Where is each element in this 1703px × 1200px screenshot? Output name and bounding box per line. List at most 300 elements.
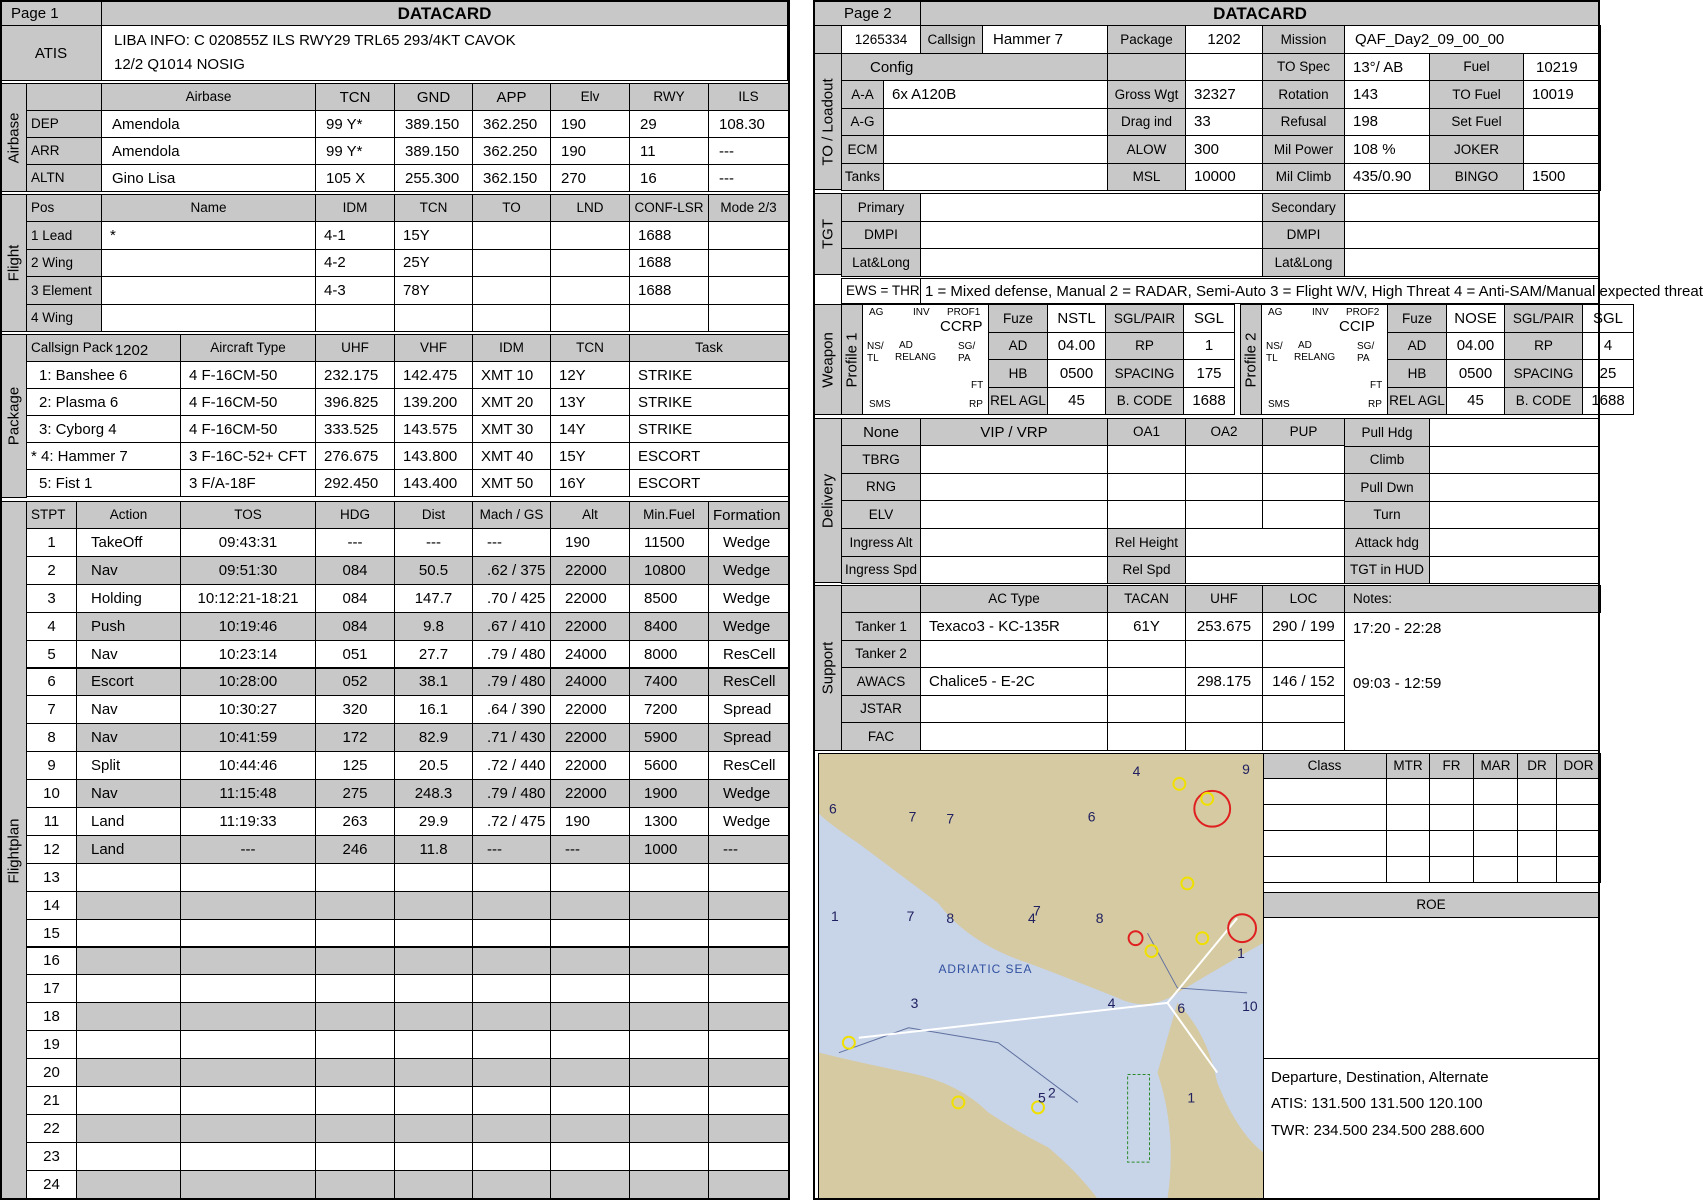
loadout-v2: 32327 [1185,80,1263,109]
stpt-number: 21 [26,1086,77,1115]
flight-cell: 78Y [394,276,473,305]
flightplan-header: Min.Fuel [629,501,709,529]
flightplan-cell: 172 [315,723,395,752]
weapon-rp_label: RP [1504,332,1583,361]
package-cell: XMT 40 [472,442,551,470]
pack-number: 1202 [114,341,149,359]
flightplan-cell: 246 [315,835,395,864]
flightplan-cell: 11:19:33 [180,807,316,836]
airbase-cell: 99 Y* [315,110,395,138]
flight-header: TCN [394,194,473,222]
flight-cell: 1688 [629,221,709,250]
package-cell: STRIKE [629,415,789,443]
header-field: 1202 [1185,25,1263,54]
flightplan-cell: 147.7 [394,584,473,613]
stpt-number: 15 [26,919,77,948]
stpt-number: 20 [26,1058,77,1087]
package-cell: 276.675 [315,442,395,470]
package-cell: XMT 20 [472,388,551,416]
page1-title: DATACARD [101,0,788,26]
package-cell: 14Y [550,415,630,443]
profile-rp: RP [1368,399,1382,410]
delivery-pull_dwn: Pull Dwn [1344,473,1430,502]
delivery-pup: PUP [1262,418,1345,446]
map-altitude-number: 4 [1107,994,1116,1011]
profile-nstl: NS/ TL [867,341,884,364]
fuel-label: Fuel [1429,53,1524,81]
loadout-v4: 1500 [1523,163,1601,192]
flight-cell: 4-2 [315,249,395,278]
airbase-section-text: Airbase [5,112,22,163]
flight-header: Pos [26,194,102,222]
package-header: IDM [472,334,551,362]
flightplan-cell: 22000 [550,723,630,752]
delivery-rng: RNG [841,473,921,502]
airbase-cell: 99 Y* [315,137,395,165]
airbase-header: GND [394,83,473,111]
flightplan-header: Alt [550,501,630,529]
loadout-section-text: TO / Loadout [819,77,836,166]
flightplan-cell: --- [180,835,316,864]
stpt-number: 2 [26,556,77,585]
airbase-cell: 362.250 [472,137,551,165]
support-section-text: Support [819,641,836,695]
loadout-v3: 143 [1344,80,1430,109]
package-header: TCN [550,334,630,362]
loadout-k4: BINGO [1429,163,1524,192]
flightplan-cell: --- [550,835,630,864]
support-cell: 290 / 199 [1262,612,1345,641]
loadout-v2: 10000 [1185,163,1263,192]
flightplan-cell: .67 / 410 [472,612,551,641]
flightplan-cell: .64 / 390 [472,695,551,724]
package-cell: 16Y [550,469,630,497]
flightplan-cell: 084 [315,556,395,585]
support-cell: 298.175 [1185,667,1263,696]
flightplan-cell: 22000 [550,556,630,585]
weapon-bcode_val: 1688 [1582,387,1634,416]
loadout-v3: 198 [1344,108,1430,137]
map-altitude-number: 10 [1242,997,1258,1014]
page2-label: Page 2 [813,0,921,26]
stpt-number: 9 [26,751,77,780]
airbase-header: Airbase [101,83,316,111]
flightplan-cell: Land [76,835,181,864]
delivery-none: None [841,418,921,446]
airbase-header: APP [472,83,551,111]
weapon-rp_val: 4 [1582,332,1634,361]
flight-section-text: Flight [5,244,22,282]
atis-line1: LIBA INFO: C 020855Z ILS RWY29 TRL65 293/4KT CAVOK [114,32,516,49]
flightplan-cell: 10:44:46 [180,751,316,780]
flightplan-cell: --- [708,835,789,864]
airbase-cell: 362.150 [472,164,551,192]
package-cell: 4 F-16CM-50 [180,388,316,416]
map-altitude-number: 4 [1132,762,1141,779]
loadout-k4: Set Fuel [1429,108,1524,137]
airbase-cell: 389.150 [394,137,473,165]
flightplan-cell: 50.5 [394,556,473,585]
loadout-v2: 33 [1185,108,1263,137]
flightplan-cell: 24000 [550,668,630,697]
map-altitude-number: 6 [828,800,837,817]
delivery-ingress_spd: Ingress Spd [841,556,921,585]
flightplan-cell: 27.7 [394,640,473,669]
package-callsign: * 4: Hammer 7 [26,442,181,470]
support-cell: 146 / 152 [1262,667,1345,696]
ews-text: 1 = Mixed defense, Manual 2 = RADAR, Semi-Auto 3 = Flight W/V, High Threat 4 = Anti-SAM/Manual expected threat [920,278,1600,304]
flightplan-cell: Wedge [708,612,789,641]
package-callsign: 1: Banshee 6 [26,361,181,389]
loadout-k4: TO Fuel [1429,80,1524,109]
flightplan-cell: 16.1 [394,695,473,724]
map-altitude-number: 7 [906,908,915,925]
package-cell: XMT 50 [472,469,551,497]
page2-title: DATACARD [920,0,1600,26]
support-role: Tanker 1 [841,612,921,641]
flightplan-cell: Spread [708,723,789,752]
class-header: DOR [1556,753,1601,779]
flightplan-cell: Nav [76,779,181,808]
profile-sgpa: SG/ PA [1357,341,1375,364]
package-callsign: 3: Cyborg 4 [26,415,181,443]
roe-label: ROE [1262,892,1600,918]
flightplan-cell: Nav [76,723,181,752]
comms-title: Departure, Destination, Alternate [1271,1069,1489,1086]
flightplan-cell: 22000 [550,695,630,724]
map-altitude-number: 2 [1047,1084,1056,1101]
package-cell: STRIKE [629,361,789,389]
map-altitude-number: 4 [1028,910,1036,927]
flight-header: Mode 2/3 [708,194,789,222]
flightplan-cell: .79 / 480 [472,640,551,669]
flightplan-cell: 22000 [550,584,630,613]
airbase-cell: 389.150 [394,110,473,138]
support-header: Notes: [1344,585,1601,613]
flightplan-cell: .70 / 425 [472,584,551,613]
profile-prof: PROF2 [1346,307,1380,318]
weapon-spacing_label: SPACING [1105,359,1184,388]
package-cell: 3 F-16C-52+ CFT [180,442,316,470]
stpt-number: 18 [26,1002,77,1031]
weapon-fuze_label: Fuze [1387,304,1447,333]
flightplan-cell: 125 [315,751,395,780]
flightplan-cell: Split [76,751,181,780]
airbase-cell: 16 [629,164,709,192]
header-field: Callsign [920,25,983,54]
flightplan-header: Formation [708,501,789,529]
flightplan-cell: Nav [76,695,181,724]
delivery-oa1: OA1 [1107,418,1186,446]
stpt-number: 14 [26,891,77,920]
support-header: TACAN [1107,585,1186,613]
airbase-header: TCN [315,83,395,111]
flightplan-cell: 20.5 [394,751,473,780]
profile-ad: AD [1298,340,1312,351]
profile-ft: FT [1370,380,1383,391]
support-cell: 253.675 [1185,612,1263,641]
flightplan-cell: 10:23:14 [180,640,316,669]
support-note: 09:03 - 12:59 [1353,675,1442,692]
comms-atis: ATIS: 131.500 131.500 120.100 [1271,1095,1483,1113]
package-callsign: 5: Fist 1 [26,469,181,497]
stpt-number: 10 [26,779,77,808]
map-altitude-number: 7 [946,810,955,827]
stpt-number: 19 [26,1030,77,1059]
flightplan-cell: 29.9 [394,807,473,836]
header-field: Package [1107,25,1186,54]
delivery-rel_height: Rel Height [1107,528,1186,557]
profile-ag: AG [869,307,884,318]
flightplan-cell: 9.8 [394,612,473,641]
flightplan-cell: 051 [315,640,395,669]
delivery-ingress_alt: Ingress Alt [841,528,921,557]
stpt-number: 12 [26,835,77,864]
flightplan-cell: 1000 [629,835,709,864]
stpt-number: 5 [26,640,77,669]
flightplan-cell: 5600 [629,751,709,780]
loadout-label: A-A [841,80,884,109]
flightplan-cell: Wedge [708,779,789,808]
flightplan-header: STPT [26,501,77,529]
map-altitude-number: 6 [1177,999,1186,1016]
stpt-number: 8 [26,723,77,752]
stpt-number: 6 [26,668,77,697]
weapon-relagl_val: 45 [1446,387,1505,416]
loadout-k2: ALOW [1107,135,1186,164]
flightplan-cell: 22000 [550,612,630,641]
stpt-number: 22 [26,1114,77,1143]
flight-pos: 4 Wing [26,304,102,333]
flight-cell: 25Y [394,249,473,278]
flightplan-header: HDG [315,501,395,529]
flightplan-cell: Spread [708,695,789,724]
weapon-sglpair: SGL [1183,304,1235,333]
support-header: AC Type [920,585,1108,613]
map-altitude-number: 3 [910,994,919,1011]
package-cell: 4 F-16CM-50 [180,361,316,389]
package-cell: 139.200 [394,388,473,416]
weapon-ad_label: AD [988,332,1048,361]
flightplan-cell: 7200 [629,695,709,724]
header-field: 1265334 [841,25,921,54]
loadout-v2: 300 [1185,135,1263,164]
delivery-oa2: OA2 [1185,418,1263,446]
flightplan-cell: 320 [315,695,395,724]
flightplan-cell: ResCell [708,668,789,697]
stpt-number: 1 [26,528,77,557]
flightplan-cell: Wedge [708,807,789,836]
atis-line2: 12/2 Q1014 NOSIG [114,56,245,73]
package-header: UHF [315,334,395,362]
header-field: Mission [1262,25,1345,54]
flight-cell: 1688 [629,249,709,278]
flight-cell: * [101,221,316,250]
loadout-v3: 108 % [1344,135,1430,164]
loadout-k3: Refusal [1262,108,1345,137]
airbase-cell: 105 X [315,164,395,192]
package-cell: 15Y [550,442,630,470]
airbase-header: Elv [550,83,630,111]
airbase-row-label: DEP [26,110,102,138]
weapon-fuze: NSTL [1047,304,1106,333]
weapon-fuze_label: Fuze [988,304,1048,333]
flightplan-cell: 09:51:30 [180,556,316,585]
loadout-k3: Rotation [1262,80,1345,109]
page1-frame [0,0,790,1200]
weapon-relagl_label: REL AGL [988,387,1048,416]
class-header: Class [1262,753,1387,779]
delivery-attack_hdg: Attack hdg [1344,528,1430,557]
tgt-label-left: Primary [841,193,921,222]
flightplan-cell: TakeOff [76,528,181,557]
airbase-cell: Amendola [101,110,316,138]
loadout-v3: 435/0.90 [1344,163,1430,192]
stpt-number: 16 [26,947,77,976]
weapon-ad_val: 04.00 [1446,332,1505,361]
airbase-cell: 29 [629,110,709,138]
airbase-cell: 108.30 [708,110,789,138]
flightplan-cell: 10800 [629,556,709,585]
loadout-k3: Mil Climb [1262,163,1345,192]
profile-relang: RELANG [1294,352,1336,363]
flight-header: TO [472,194,551,222]
support-cell: Chalice5 - E-2C [920,667,1108,696]
support-role: Tanker 2 [841,640,921,669]
package-cell: ESCORT [629,442,789,470]
weapon-ad_val: 04.00 [1047,332,1106,361]
package-header: Task [629,334,789,362]
tgt-label-right: Lat&Long [1262,248,1345,277]
weapon-bcode_label: B. CODE [1105,387,1184,416]
profile-label-profile1-text: Profile 1 [843,331,861,388]
ews-label: EWS = THR [841,278,921,304]
package-cell: 143.800 [394,442,473,470]
stpt-number: 23 [26,1142,77,1171]
flightplan-cell: Nav [76,556,181,585]
airbase-row-label: ARR [26,137,102,165]
flight-header: CONF-LSR [629,194,709,222]
flightplan-cell: 11.8 [394,835,473,864]
package-cell: ESCORT [629,469,789,497]
flightplan-cell: .72 / 475 [472,807,551,836]
flightplan-header: TOS [180,501,316,529]
flightplan-cell: 5900 [629,723,709,752]
comms-twr: TWR: 234.500 234.500 288.600 [1271,1121,1485,1139]
support-cell: Texaco3 - KC-135R [920,612,1108,641]
flightplan-cell: 084 [315,612,395,641]
flight-header: LND [550,194,630,222]
loadout-k2: Gross Wgt [1107,80,1186,109]
map-altitude-number: 1 [1187,1089,1196,1106]
loadout-k2: Drag ind [1107,108,1186,137]
delivery-turn: Turn [1344,501,1430,530]
weapon-sglpair_label: SGL/PAIR [1504,304,1583,333]
airbase-cell: 362.250 [472,110,551,138]
package-cell: 143.575 [394,415,473,443]
profile-ag: AG [1268,307,1283,318]
airbase-header: ILS [708,83,789,111]
flightplan-cell: 82.9 [394,723,473,752]
page2-frame [813,0,1600,1200]
flightplan-cell: --- [394,528,473,557]
profile-mode: CCIP [1339,318,1375,335]
flightplan-cell: Nav [76,640,181,669]
profile-ft: FT [971,380,984,391]
flightplan-cell: 24000 [550,640,630,669]
airbase-cell: 190 [550,137,630,165]
flightplan-cell: 7400 [629,668,709,697]
map-altitude-number: 9 [1242,760,1250,777]
package-cell: 396.825 [315,388,395,416]
package-cell: 3 F/A-18F [180,469,316,497]
package-cell: 143.400 [394,469,473,497]
flightplan-cell: Wedge [708,528,789,557]
flightplan-cell: Wedge [708,556,789,585]
to-spec-label: TO Spec [1262,53,1345,81]
map-altitude-number: 1 [830,908,839,925]
weapon-relagl_val: 45 [1047,387,1106,416]
flight-pos: 3 Element [26,276,102,305]
flightplan-cell: Wedge [708,584,789,613]
to-spec-value: 13°/ AB [1344,53,1430,81]
stpt-number: 24 [26,1170,77,1199]
flight-pos: 1 Lead [26,221,102,250]
airbase-header: RWY [629,83,709,111]
flightplan-cell: 8500 [629,584,709,613]
flightplan-cell: .71 / 430 [472,723,551,752]
weapon-hb_label: HB [1387,359,1447,388]
flightplan-cell: 052 [315,668,395,697]
package-cell: 333.525 [315,415,395,443]
airbase-cell: 190 [550,110,630,138]
profile-sms: SMS [1268,399,1290,410]
delivery-elv: ELV [841,500,921,529]
weapon-relagl_label: REL AGL [1387,387,1447,416]
package-cell: STRIKE [629,388,789,416]
flightplan-cell: 8000 [629,640,709,669]
package-cell: XMT 10 [472,361,551,389]
package-header: Aircraft Type [180,334,316,362]
airbase-cell: 255.300 [394,164,473,192]
flightplan-cell: Push [76,612,181,641]
weapon-sglpair_label: SGL/PAIR [1105,304,1184,333]
flightplan-cell: 11500 [629,528,709,557]
stpt-number: 11 [26,807,77,836]
page1-label: Page 1 [0,0,102,26]
weapon-hb_val: 0500 [1047,359,1106,388]
weapon-bcode_label: B. CODE [1504,387,1583,416]
flightplan-cell: ResCell [708,751,789,780]
flightplan-header: Action [76,501,181,529]
flightplan-cell: .79 / 480 [472,668,551,697]
flightplan-cell: Escort [76,668,181,697]
map-altitude-number: 8 [1095,910,1104,927]
airbase-cell: 11 [629,137,709,165]
support-header: LOC [1262,585,1345,613]
loadout-k2: MSL [1107,163,1186,192]
flightplan-cell: 190 [550,528,630,557]
flight-cell: 1688 [629,276,709,305]
flightplan-cell: 1300 [629,807,709,836]
profile-mode: CCRP [940,318,983,335]
header-field: Hammer 7 [982,25,1108,54]
header-field: QAF_Day2_09_00_00 [1344,25,1601,54]
flightplan-cell: .62 / 375 [472,556,551,585]
profile-prof: PROF1 [947,307,981,318]
delivery-climb: Climb [1344,446,1430,475]
flightplan-section-text: Flightplan [5,817,22,884]
